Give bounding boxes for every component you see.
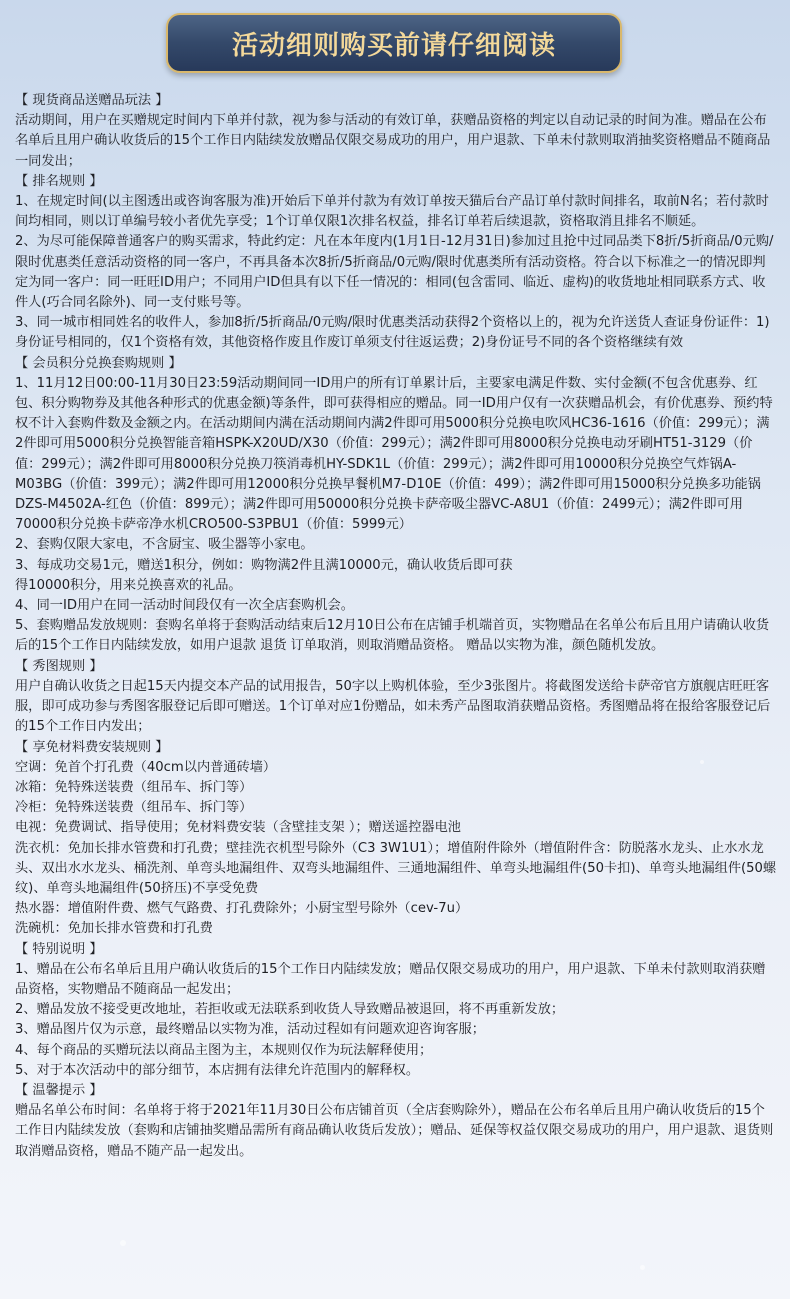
paragraph: 4、同一ID用户在同一活动时间段仅有一次全店套购机会。 [15, 598, 354, 614]
paragraph: 得10000积分，用来兑换喜欢的礼品。 [15, 577, 242, 593]
paragraph: 电视：免费调试、指导使用；免材料费安装（含壁挂支架 ）；赠送遥控器电池 [15, 820, 461, 836]
page-title: 活动细则购买前请仔细阅读 [231, 30, 556, 61]
section-heading: 【 排名规则 】 [15, 173, 103, 189]
paragraph: 2、为尽可能保障普通客户的购买需求，特此约定：凡在本年度内(1月1日-12月31日)参加过且抢中过同品类下8折/5折商品/0元购/限时优惠类任意活动资格的同一客户，不再具备本次8折/5折商品/0元购/限时优惠类所有活动资格。符合以下标准之一的情况即判定为同一客户：同一旺旺ID用户；不同用户ID但具有以下任一情况的：相同(包含雷同、临近、虚构)的收货地址相同联系方式、收件人(巧合同名除外)、同一支付账号等。 [15, 234, 774, 311]
paragraph: 2、赠品发放不接受更改地址，若拒收或无法联系到收货人导致赠品被退回，将不再重新发放； [15, 1002, 565, 1018]
paragraph: 1、在规定时间(以主图透出或咨询客服为准)开始后下单并付款为有效订单按天猫后台产品订单付款时间排名，取前N名；若付款时间均相同，则以订单编号较小者优先享受；1个订单仅限1次排名权益，排名订单若后续退款，资格取消且排名不顺延。 [15, 194, 769, 230]
paragraph: 热水器：增值附件费、燃气气路费、打孔费除外；小厨宝型号除外（cev-7u） [15, 901, 469, 917]
paragraph: 3、每成功交易1元，赠送1积分，例如：购物满2件且满10000元，确认收货后即可获 [15, 557, 513, 573]
paragraph: 空调：免首个打孔费（40cm以内普通砖墙） [15, 759, 277, 775]
paragraph: 活动期间，用户在买赠规定时间内下单并付款，视为参与活动的有效订单，获赠品资格的判定以自动记录的时间为准。赠品在公布名单后且用户确认收货后的15个工作日内陆续发放赠品仅限交易成功的用户，用户退款、下单未付款则取消抽奖资格赠品不随商品一同发出； [15, 113, 771, 169]
paragraph: 洗碗机：免加长排水管费和打孔费 [15, 921, 213, 937]
rules-text [15, 91, 777, 1162]
paragraph: 4、每个商品的买赠玩法以商品主图为主，本规则仅作为玩法解释使用； [15, 1042, 433, 1058]
sparkle-decoration [120, 1240, 126, 1246]
paragraph: 1、11月12日00:00-11月30日23:59活动期间同一ID用户的所有订单累计后，主要家电满足件数、实付金额(不包含优惠券、红包、积分购物券及其他各种形式的优惠金额)等条件，即可获得相应的赠品。同一ID用户仅有一次获赠品机会，有价优惠券、预约特权不计入套购件数及金额之内。在活动期间内满在活动期间内满2件即可用5000积分兑换电吹风HC36-1616（价值：299元）；满2件即可用5000积分兑换智能音箱HSPK-X20UD/X30（价值：299元）；满2件即可用8000积分兑换电动牙刷HT51-3129（价值：299元）；满2件即可用8000积分兑换刀筷消毒机HY-SDK1L（价值：299元）；满2件即可用10000积分兑换空气炸锅A-M03BG（价值：399元）；满2件即可用12000积分兑换早餐机M7-D10E（价值：499）；满2件即可用15000积分兑换多功能锅DZS-M4502A-红色（价值：899元）；满2件即可用50000积分兑换卡萨帝吸尘器VC-A8U1（价值：2499元）；满2件即可用70000积分兑换卡萨帝净水机CRO500-S3PBU1（价值：5999元） [15, 375, 773, 533]
paragraph: 用户自确认收货之日起15天内提交本产品的试用报告，50字以上购机体验，至少3张图片。将截图发送给卡萨帝官方旗舰店旺旺客服，即可成功参与秀图客服登记后即可赠送。1个订单对应1份赠品，如未秀产品图取消获赠品资格。秀图赠品将在报给客服登记后的15个工作日内发出； [15, 678, 771, 735]
paragraph: 洗衣机：免加长排水管费和打孔费；壁挂洗衣机型号除外（C3 3W1U1）；增值附件除外（增值附件含：防脱落水龙头、止水水龙头、双出水水龙头、桶洗剂、单弯头地漏组件、双弯头地漏组件、三通地漏组件、单弯头地漏组件(50卡扣)、单弯头地漏组件(50螺纹)、单弯头地漏组件(50挤压)不享受免费 [15, 840, 777, 896]
paragraph: 1、赠品在公布名单后且用户确认收货后的15个工作日内陆续发放；赠品仅限交易成功的用户，用户退款、下单未付款则取消获赠品资格，实物赠品不随商品一起发出； [15, 961, 766, 997]
section-heading: 【 温馨提示 】 [15, 1082, 103, 1098]
paragraph: 5、套购赠品发放规则：套购名单将于套购活动结束后12月10日公布在店铺手机端首页，实物赠品在名单公布后且用户请确认收货后的15个工作日内陆续发放，如用户退款 退货 订单取消，则取消赠品资格。 赠品以实物为准，颜色随机发放。 [15, 618, 770, 654]
title-banner [166, 13, 622, 73]
paragraph: 3、同一城市相同姓名的收件人，参加8折/5折商品/0元购/限时优惠类活动获得2个资格以上的，视为允许送货人查证身份证件：1)身份证号相同的，仅1个资格有效，其他资格作废且作废订单须支付往返运费；2)身份证号不同的各个资格继续有效 [15, 315, 770, 351]
section-heading: 【 现货商品送赠品玩法 】 [15, 93, 169, 108]
section-heading: 【 特别说明 】 [15, 941, 103, 957]
section-heading: 【 享免材料费安装规则 】 [15, 739, 169, 755]
paragraph: 冷柜：免特殊送装费（组吊车、拆门等） [15, 800, 253, 816]
paragraph: 赠品名单公布时间：名单将于将于2021年11月30日公布店铺首页（全店套购除外），赠品在公布名单后且用户确认收货后的15个工作日内陆续发放（套购和店铺抽奖赠品需所有商品确认收货后发放）；赠品、延保等权益仅限交易成功的用户，用户退款、退货则取消赠品资格，赠品不随产品一起发出。 [15, 1103, 774, 1159]
section-heading: 【 秀图规则 】 [15, 658, 103, 674]
sparkle-decoration [640, 1265, 645, 1270]
paragraph: 2、套购仅限大家电，不含厨宝、吸尘器等小家电。 [15, 537, 314, 553]
section-heading: 【 会员积分兑换套购规则 】 [15, 355, 182, 371]
paragraph: 冰箱：免特殊送装费（组吊车、拆门等） [15, 779, 253, 795]
paragraph: 5、对于本次活动中的部分细节，本店拥有法律允许范围内的解释权。 [15, 1062, 420, 1078]
paragraph: 3、赠品图片仅为示意，最终赠品以实物为准，活动过程如有问题欢迎咨询客服； [15, 1022, 485, 1038]
